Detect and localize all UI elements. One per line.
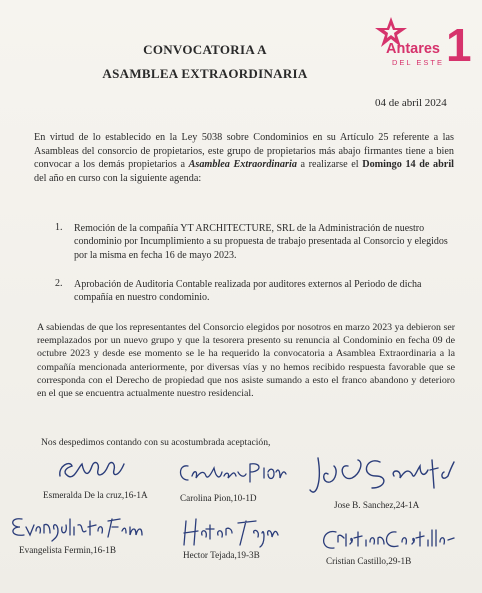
signatory-name: Cristian Castillo,29-1B [326, 556, 412, 566]
letter-date: 04 de abril 2024 [375, 97, 447, 109]
signature-cristian [318, 524, 458, 559]
intro-paragraph [34, 131, 454, 185]
antares-logo [372, 16, 472, 76]
logo-name: Antares [386, 41, 440, 57]
body-paragraph: A sabiendas de que los representantes del Consorcio elegidos por nosotros en marzo 2023 ya debieron ser reemplazados por un nuevo grupo y que la tesorera presento su renuncia al Condominio en fecha 09 de octubre 2023 y desde ese momento se le ha requerido la convocatoria a Asamblea Extraordinaria a la compañía mencionada anteriormente, por diversas vías y no hemos recibido respuesta favorable que se corresponda con el Derecho de propiedad que nos asiste sumando a esto el franco abandono y deterioro en el que se encuentra actualmente nuestro residencial. [37, 322, 455, 400]
agenda-item-2: Aprobación de Auditoria Contable realizada por auditores externos al Periodo de dicha compañía en nuestro condominio. [74, 279, 422, 304]
signatory-name: Esmeralda De la cruz,16-1A [43, 490, 148, 500]
intro-emphasis: Asamblea Extraordinaria [188, 159, 297, 171]
signatory-name: Jose B. Sanchez,24-1A [334, 500, 420, 510]
signatory-name: Carolina Pion,10-1D [180, 493, 257, 503]
agenda-item-1: Remoción de la compañía YT ARCHITECTURE, SRL de la Administración de nuestro condominio por Incumplimiento a su propuesta de trabajo presentada al Consorcio y elegidos por la misma en fecha 16 de mayo 2023. [74, 223, 448, 261]
signature-hector [180, 515, 280, 554]
closing-line: Nos despedimos contando con su acostumbrada aceptación, [41, 437, 271, 448]
signatory-name: Hector Tejada,19-3B [183, 550, 260, 560]
signatory-name: Evangelista Fermin,16-1B [19, 545, 116, 555]
intro-text-after: del año en curso con la siguiente agenda: [34, 172, 202, 184]
agenda-item-1-number: 1. [55, 222, 63, 233]
title-line-1: CONVOCATORIA A [143, 42, 267, 57]
signature-esmeralda [56, 456, 128, 489]
logo-subtitle: DEL ESTE [392, 58, 444, 67]
signature-evangelista [8, 513, 148, 548]
signature-carolina [176, 458, 286, 493]
intro-bold-date: Domingo 14 de abril [362, 159, 454, 171]
logo-number: 1 [446, 19, 472, 71]
intro-text-middle: a realizarse el [296, 159, 363, 171]
agenda-item-2-number: 2. [55, 278, 63, 289]
intro-text-before: En virtud de lo establecido en la Ley 5038 sobre Condominios en su Artículo 25 referente a las Asambleas del consorcio de propietarios, este grupo de propietarios más abajo firmantes tiene a bien convocar a los demás propietarios a [34, 132, 454, 171]
title-line-2: ASAMBLEA EXTRAORDINARIA [102, 66, 308, 81]
